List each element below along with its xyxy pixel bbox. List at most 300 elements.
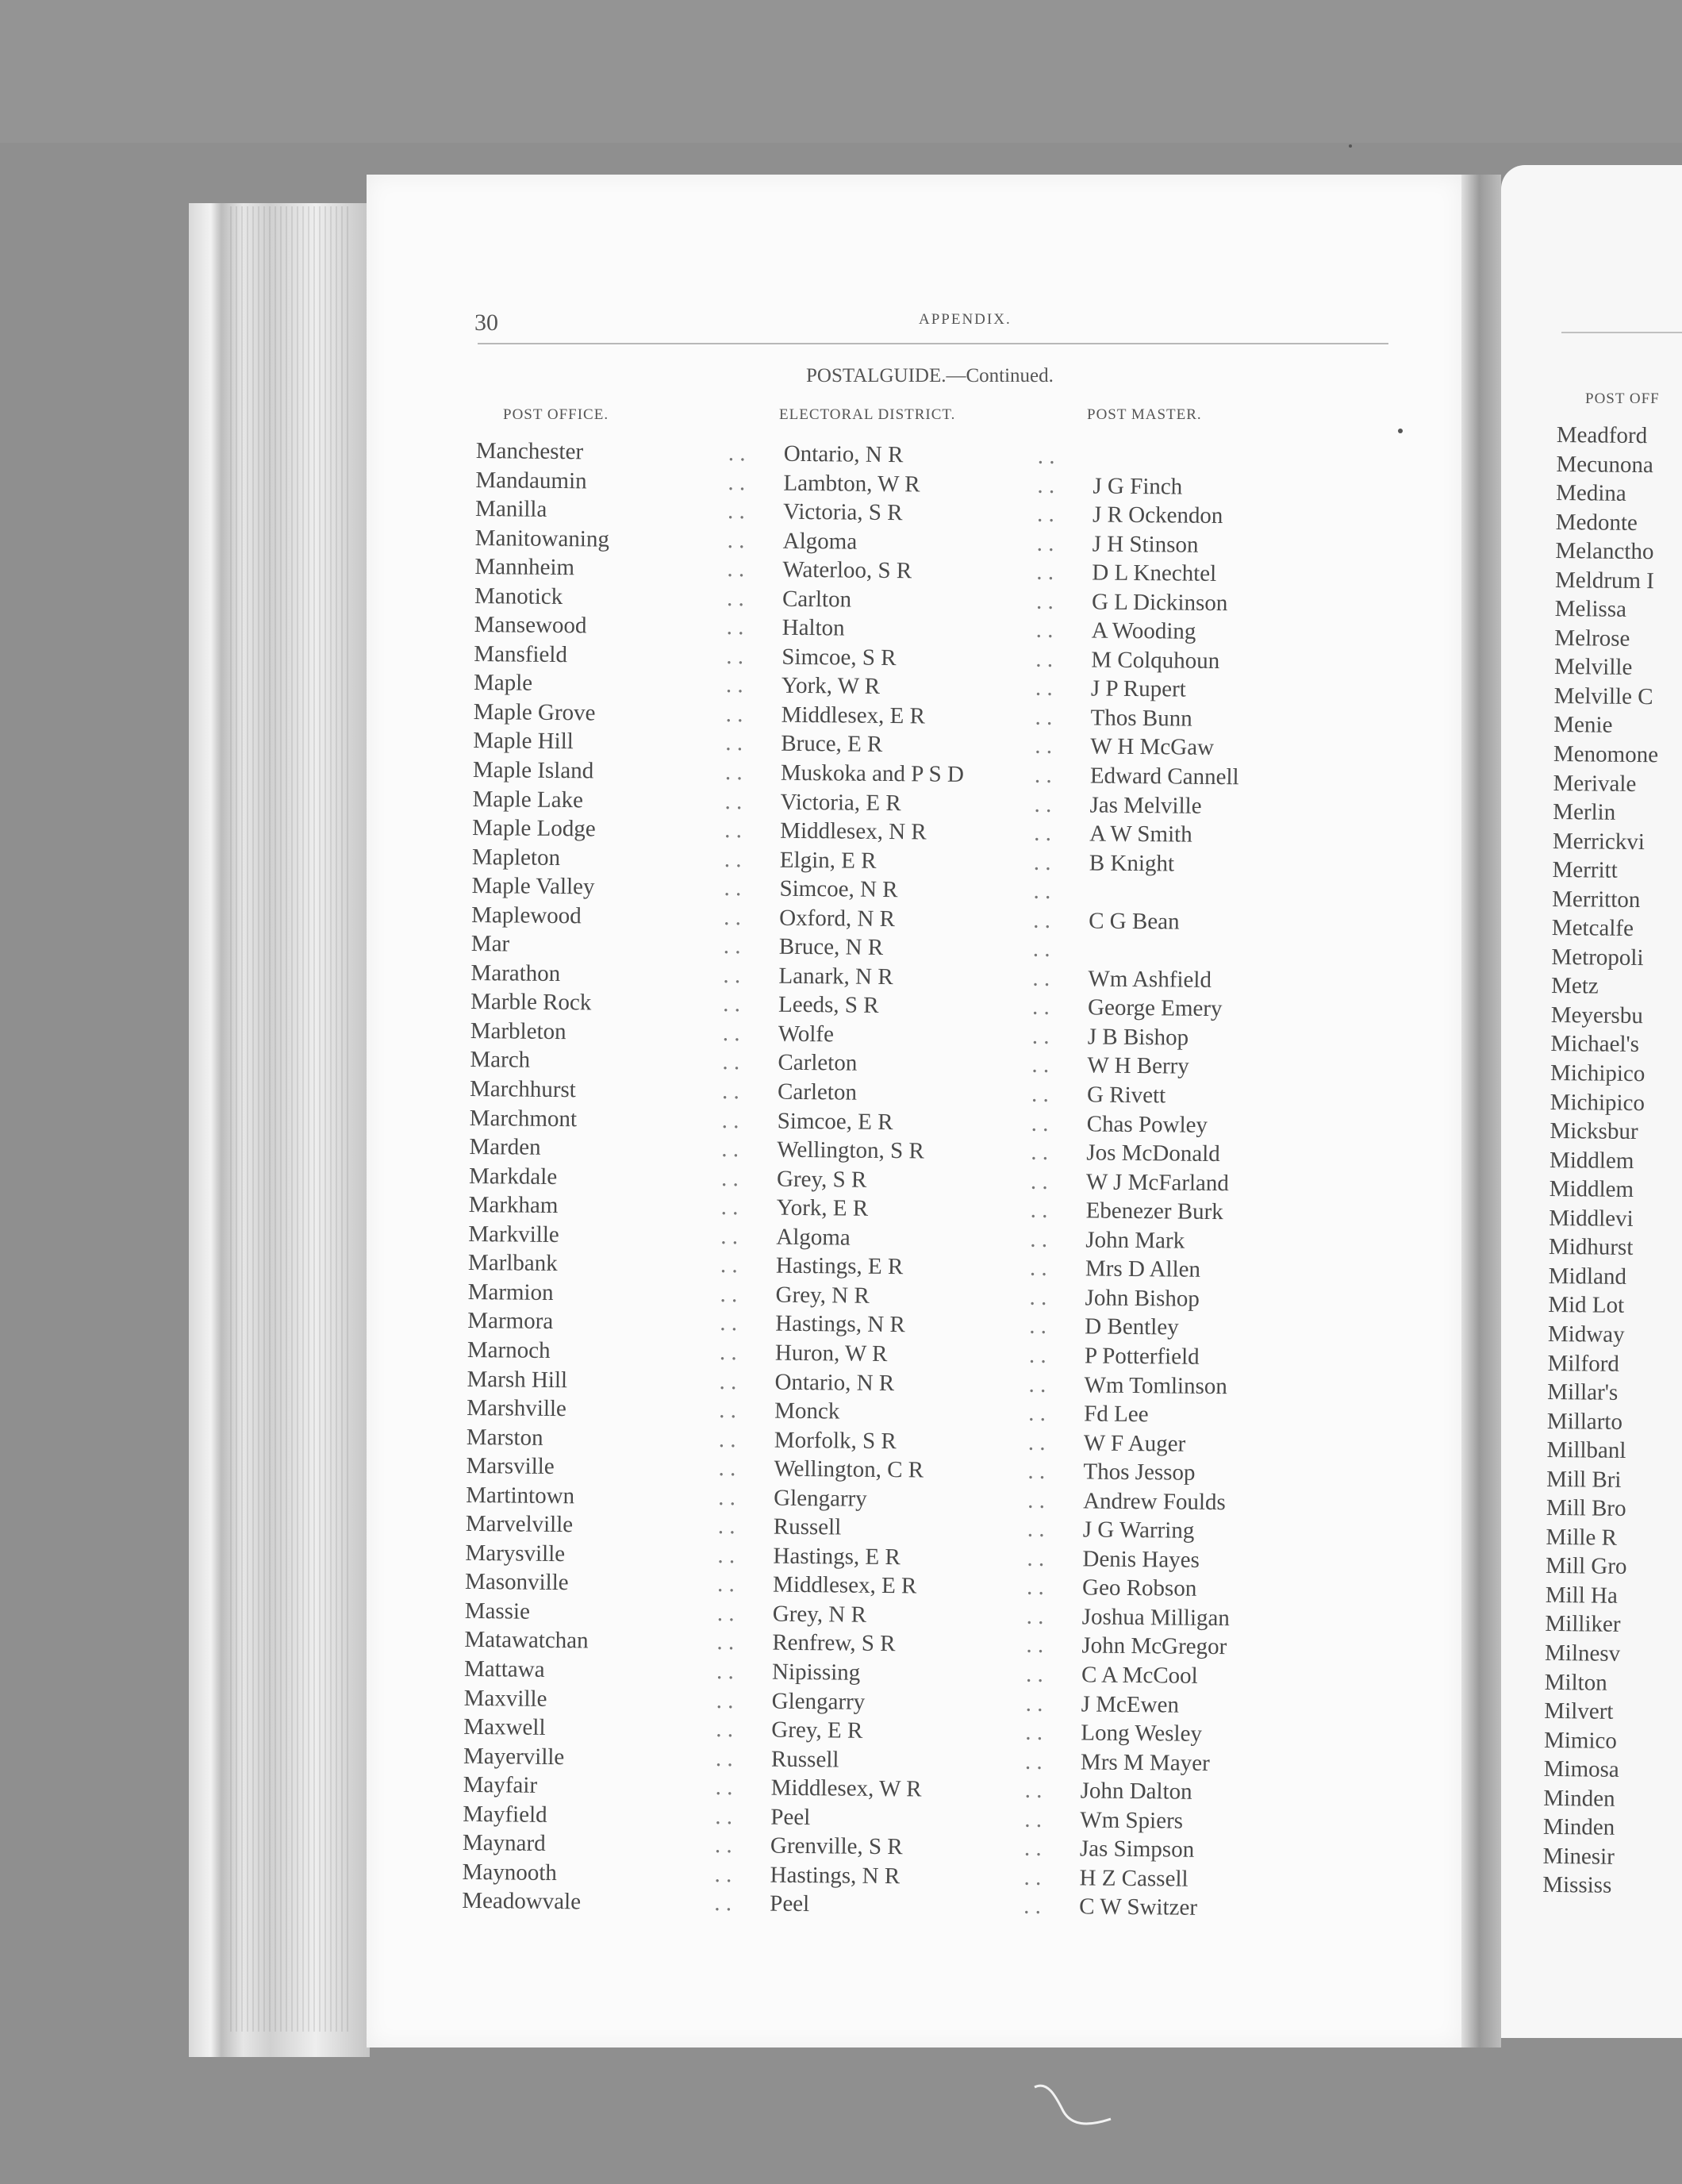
- leader-dots: . .: [1035, 733, 1053, 759]
- leader-dots: . .: [1030, 1197, 1048, 1224]
- right-page-entry: Milnesv: [1544, 1640, 1621, 1667]
- electoral-district: Algoma: [782, 528, 858, 555]
- right-page-entry: Minden: [1542, 1814, 1615, 1841]
- electoral-district: Monck: [774, 1398, 840, 1425]
- post-master-name: Wm Spiers: [1080, 1807, 1184, 1834]
- post-office-name: Marlbank: [467, 1250, 558, 1277]
- electoral-district: Middlesex, W R: [770, 1774, 922, 1802]
- leader-dots: . .: [722, 1049, 740, 1075]
- leader-dots: . .: [1026, 1632, 1044, 1659]
- leader-dots: . .: [1025, 1690, 1043, 1717]
- post-office-name: Martintown: [466, 1482, 575, 1509]
- electoral-district: Grey, N R: [772, 1601, 867, 1628]
- leader-dots: . .: [1027, 1429, 1046, 1455]
- leader-dots: . .: [720, 1281, 738, 1308]
- electoral-district: Ontario, N R: [783, 440, 904, 468]
- leader-dots: . .: [723, 933, 741, 959]
- leader-dots: . .: [1034, 820, 1052, 847]
- paper-speck: [1349, 144, 1352, 148]
- right-page-entry: Millar's: [1547, 1378, 1619, 1405]
- post-office-name: Marchmont: [469, 1105, 578, 1132]
- post-master-name: Denis Hayes: [1082, 1546, 1200, 1573]
- leader-dots: . .: [716, 1571, 735, 1598]
- post-office-name: Maplewood: [471, 902, 582, 929]
- post-office-name: Manchester: [475, 437, 584, 465]
- electoral-district: Halton: [781, 614, 845, 641]
- leader-dots: . .: [715, 1774, 733, 1801]
- leader-dots: . .: [1032, 936, 1050, 963]
- post-master-name: J R Ockendon: [1092, 502, 1223, 529]
- post-master-name: D L Knechtel: [1092, 559, 1217, 587]
- post-master-name: J G Finch: [1093, 473, 1183, 500]
- post-office-name: Marsville: [466, 1453, 555, 1480]
- leader-dots: . .: [727, 498, 746, 525]
- post-office-name: Mansewood: [474, 612, 587, 639]
- right-page-entry: Melville: [1553, 654, 1633, 681]
- leader-dots: . .: [718, 1484, 736, 1510]
- post-office-name: Maynooth: [462, 1859, 558, 1886]
- right-page-entry: Meldrum I: [1554, 567, 1655, 594]
- right-page-entry: Midway: [1547, 1321, 1625, 1348]
- leader-dots: . .: [721, 1107, 739, 1133]
- right-page-entry: Middlevi: [1549, 1205, 1634, 1232]
- electoral-district: Peel: [770, 1804, 811, 1830]
- right-column-header: POST OFF: [1585, 390, 1660, 407]
- right-page-entry: Meyersbu: [1550, 1002, 1643, 1029]
- right-page-entry: Merrickvi: [1552, 828, 1646, 855]
- leader-dots: . .: [722, 991, 741, 1017]
- electoral-district: York, W R: [781, 673, 881, 700]
- column-header-electoral-district: ELECTORAL DISTRICT.: [779, 406, 956, 423]
- electoral-district: Grey, S R: [776, 1166, 867, 1193]
- right-page-entry: Menomone: [1553, 740, 1659, 768]
- post-master-name: G Rivett: [1086, 1082, 1166, 1109]
- leader-dots: . .: [1033, 878, 1051, 905]
- electoral-district: Victoria, S R: [782, 498, 903, 526]
- post-master-name: P Potterfield: [1084, 1343, 1200, 1370]
- leader-dots: . .: [719, 1368, 737, 1394]
- electoral-district: Grey, E R: [771, 1717, 863, 1744]
- post-master-name: Wm Ashfield: [1088, 966, 1212, 993]
- post-office-name: Marchhurst: [469, 1075, 576, 1103]
- right-page-entry: Merivale: [1553, 770, 1637, 797]
- right-page-entry: Middlem: [1549, 1147, 1634, 1174]
- right-page-entry: Milton: [1544, 1669, 1607, 1696]
- right-page-entry: Milliker: [1545, 1611, 1621, 1638]
- electoral-district: Russell: [770, 1746, 839, 1773]
- leader-dots: . .: [1036, 501, 1054, 528]
- leader-dots: . .: [1026, 1575, 1045, 1601]
- post-office-name: Marvelville: [465, 1511, 574, 1538]
- post-office-name: Marden: [469, 1134, 541, 1160]
- right-page-entry: Metcalfe: [1551, 915, 1634, 942]
- post-master-name: Jas Simpson: [1079, 1836, 1195, 1863]
- right-page-entry: Mecunona: [1556, 451, 1654, 478]
- electoral-district: Algoma: [776, 1224, 851, 1251]
- right-page-entry: Mimico: [1543, 1727, 1618, 1754]
- leader-dots: . .: [721, 1079, 739, 1105]
- electoral-district: Hastings, E R: [775, 1252, 904, 1280]
- leader-dots: . .: [1023, 1864, 1042, 1890]
- leader-dots: . .: [721, 1136, 739, 1163]
- post-master-name: Wm Tomlinson: [1084, 1371, 1228, 1399]
- post-master-name: Thos Bunn: [1090, 705, 1192, 732]
- leader-dots: . .: [727, 527, 745, 553]
- leader-dots: . .: [726, 614, 744, 640]
- post-master-name: Jos McDonald: [1086, 1140, 1220, 1167]
- electoral-district: Hastings, N R: [775, 1311, 905, 1338]
- post-master-name: Geo Robson: [1081, 1575, 1197, 1602]
- leader-dots: . .: [724, 875, 742, 902]
- right-page-entry: Mill Bro: [1546, 1495, 1626, 1522]
- post-master-name: Fd Lee: [1084, 1401, 1149, 1428]
- leader-dots: . .: [714, 1861, 732, 1887]
- post-office-name: Mar: [470, 931, 510, 957]
- post-office-name: Mannheim: [474, 554, 575, 581]
- electoral-district: Nipissing: [771, 1659, 861, 1686]
- right-page-entry: Minden: [1543, 1785, 1615, 1812]
- leader-dots: . .: [1031, 1139, 1049, 1166]
- right-page-entry: Merritton: [1552, 886, 1641, 913]
- post-master-name: M Colquhoun: [1091, 647, 1220, 674]
- leader-dots: . .: [1029, 1284, 1047, 1310]
- right-page-entry: Michipico: [1550, 1089, 1646, 1116]
- right-page-entry: Merritt: [1552, 857, 1618, 883]
- right-page-entry: Millbanl: [1546, 1437, 1626, 1464]
- post-office-name: Marathon: [470, 959, 561, 986]
- right-page-entry: Mill Gro: [1545, 1553, 1627, 1580]
- post-office-name: Maynard: [462, 1830, 546, 1857]
- leader-dots: . .: [1034, 791, 1052, 817]
- electoral-district: Elgin, E R: [779, 847, 877, 874]
- leader-dots: . .: [1028, 1400, 1046, 1426]
- leader-dots: . .: [1025, 1719, 1043, 1745]
- post-master-name: J B Bishop: [1087, 1024, 1189, 1051]
- right-page-entry: Mississ: [1542, 1872, 1612, 1899]
- electoral-district: Simcoe, E R: [777, 1108, 893, 1135]
- column-header-post-master: POST MASTER.: [1087, 406, 1202, 423]
- right-page-entry: Medina: [1555, 480, 1626, 506]
- leader-dots: . .: [714, 1832, 732, 1859]
- leader-dots: . .: [1029, 1313, 1047, 1340]
- right-page-entry: Metz: [1551, 973, 1599, 999]
- post-master-name: J P Rupert: [1090, 675, 1186, 702]
- leader-dots: . .: [725, 730, 743, 756]
- leader-dots: . .: [1037, 472, 1055, 498]
- electoral-district: Middlesex, E R: [772, 1571, 917, 1599]
- post-master-name: John McGregor: [1081, 1632, 1227, 1660]
- leader-dots: . .: [715, 1745, 733, 1771]
- post-master-name: C A McCool: [1081, 1662, 1198, 1689]
- leader-dots: . .: [728, 469, 746, 495]
- leader-dots: . .: [720, 1165, 739, 1191]
- electoral-district: Grenville, S R: [770, 1832, 903, 1860]
- post-master-name: Edward Cannell: [1089, 763, 1239, 790]
- leader-dots: . .: [724, 846, 742, 872]
- leader-dots: . .: [1027, 1487, 1046, 1513]
- leader-dots: . .: [720, 1223, 739, 1249]
- electoral-district: Victoria, E R: [780, 789, 901, 816]
- column-header-post-office: POST OFFICE.: [503, 406, 609, 423]
- right-page-entry: Midhurst: [1548, 1234, 1634, 1261]
- electoral-district: Simcoe, S R: [781, 644, 897, 671]
- electoral-district: Wellington, S R: [777, 1136, 924, 1164]
- leader-dots: . .: [1036, 559, 1054, 586]
- leader-dots: . .: [1033, 849, 1051, 875]
- post-office-name: Markdale: [468, 1163, 558, 1190]
- leader-dots: . .: [727, 556, 745, 583]
- leader-dots: . .: [716, 1600, 735, 1627]
- post-office-name: Maple Island: [472, 756, 594, 784]
- leader-dots: . .: [716, 1717, 734, 1743]
- leader-dots: . .: [1024, 1806, 1043, 1832]
- leader-dots: . .: [1030, 1168, 1048, 1194]
- post-master-name: J H Stinson: [1092, 531, 1199, 558]
- right-page-entry: Mille R: [1546, 1524, 1618, 1551]
- leader-dots: . .: [1036, 530, 1054, 556]
- post-master-name: Thos Jessop: [1083, 1459, 1196, 1486]
- post-office-name: Meadowvale: [462, 1888, 582, 1915]
- post-office-name: Massie: [464, 1598, 531, 1625]
- electoral-district: Bruce, E R: [781, 731, 883, 758]
- electoral-district: Wolfe: [778, 1021, 835, 1048]
- leader-dots: . .: [726, 643, 744, 670]
- electoral-district: Huron, W R: [774, 1340, 888, 1367]
- post-master-name: Ebenezer Burk: [1085, 1198, 1223, 1225]
- leader-dots: . .: [716, 1629, 735, 1655]
- running-head: APPENDIX.: [919, 311, 1012, 328]
- post-office-name: Mayerville: [463, 1743, 565, 1770]
- leader-dots: . .: [714, 1890, 732, 1917]
- page-number: 30: [474, 310, 498, 336]
- electoral-district: Middlesex, N R: [780, 817, 927, 845]
- post-master-name: J G Warring: [1082, 1517, 1195, 1544]
- post-office-name: Marshville: [467, 1394, 567, 1422]
- post-office-name: Maple: [473, 670, 533, 697]
- leader-dots: . .: [1032, 965, 1050, 991]
- right-page-entry: Melanctho: [1555, 538, 1654, 565]
- right-page-entry: Midland: [1548, 1263, 1627, 1290]
- leader-dots: . .: [1028, 1342, 1046, 1368]
- post-office-name: Maple Lake: [472, 786, 584, 813]
- electoral-district: Bruce, N R: [778, 933, 884, 961]
- post-master-name: G L Dickinson: [1091, 589, 1228, 616]
- post-office-name: Mapleton: [471, 844, 561, 871]
- leader-dots: . .: [1033, 907, 1051, 933]
- leader-dots: . .: [725, 672, 743, 698]
- leader-dots: . .: [717, 1513, 735, 1540]
- dust-fiber: [1031, 2079, 1142, 2143]
- post-office-name: Maxville: [463, 1685, 547, 1712]
- post-master-name: W H McGaw: [1090, 733, 1215, 761]
- post-master-name: W F Auger: [1083, 1430, 1186, 1457]
- electoral-district: Carlton: [781, 586, 852, 613]
- leader-dots: . .: [1027, 1545, 1045, 1571]
- electoral-district: Renfrew, S R: [772, 1630, 896, 1657]
- electoral-district: Hastings, E R: [773, 1543, 901, 1570]
- right-page-list: [1542, 421, 1682, 1901]
- leader-dots: . .: [716, 1658, 734, 1685]
- backdrop: [0, 0, 1682, 143]
- post-master-name: John Mark: [1085, 1227, 1185, 1254]
- post-office-name: Marble Rock: [470, 989, 592, 1016]
- leader-dots: . .: [1035, 675, 1053, 702]
- leader-dots: . .: [1023, 1894, 1042, 1920]
- post-office-name: Manotick: [474, 583, 563, 609]
- leader-dots: . .: [718, 1455, 736, 1482]
- post-master-name: W J McFarland: [1085, 1169, 1230, 1196]
- post-office-name: Manitowaning: [474, 525, 610, 552]
- leader-dots: . .: [725, 701, 743, 728]
- leader-dots: . .: [723, 962, 741, 989]
- electoral-district: Leeds, S R: [778, 992, 879, 1019]
- electoral-district: Wellington, C R: [774, 1455, 924, 1483]
- right-page-entry: Mid Lot: [1548, 1292, 1625, 1319]
- leader-dots: . .: [1037, 443, 1055, 470]
- post-office-name: Marbleton: [470, 1017, 566, 1045]
- leader-dots: . .: [724, 759, 743, 786]
- post-master-name: A Wooding: [1091, 617, 1196, 645]
- electoral-district: Glengarry: [771, 1688, 866, 1715]
- right-page-entry: Menie: [1553, 712, 1613, 739]
- post-office-name: Mattawa: [463, 1655, 545, 1682]
- post-master-name: Mrs M Mayer: [1080, 1749, 1210, 1776]
- leader-dots: . .: [728, 440, 746, 467]
- electoral-district: Muskoka and P S D: [780, 759, 965, 787]
- post-office-name: Mansfield: [474, 640, 568, 667]
- post-master-name: C W Switzer: [1079, 1894, 1198, 1921]
- right-page-entry: Metropoli: [1551, 944, 1644, 971]
- post-master-name: Chas Powley: [1086, 1111, 1208, 1138]
- electoral-district: Hastings, N R: [770, 1862, 901, 1890]
- post-office-name: Mayfair: [463, 1772, 538, 1798]
- post-office-name: Maple Grove: [473, 698, 596, 726]
- right-page-entry: Merlin: [1553, 799, 1616, 825]
- electoral-district: Peel: [770, 1890, 810, 1917]
- post-office-name: March: [470, 1047, 531, 1074]
- leader-dots: . .: [1025, 1661, 1043, 1687]
- post-master-name: George Emery: [1087, 994, 1223, 1022]
- electoral-district: Russell: [773, 1513, 842, 1540]
- leader-dots: . .: [1024, 1748, 1043, 1774]
- electoral-district: Morfolk, S R: [774, 1427, 897, 1454]
- leader-dots: . .: [1027, 1458, 1046, 1485]
- post-office-name: Maxwell: [463, 1713, 546, 1740]
- right-page-entry: Melissa: [1554, 596, 1627, 623]
- electoral-district: Waterloo, S R: [782, 556, 912, 584]
- leader-dots: . .: [1031, 1052, 1050, 1079]
- post-master-name: B Knight: [1089, 850, 1175, 877]
- post-master-name: C G Bean: [1089, 908, 1180, 935]
- electoral-district: Middlesex, E R: [781, 702, 926, 729]
- post-office-name: Masonville: [464, 1569, 569, 1596]
- post-master-name: A W Smith: [1089, 821, 1192, 848]
- section-title: POSTALGUIDE.—Continued.: [806, 365, 1054, 386]
- paper-speck: [1398, 429, 1403, 433]
- post-office-name: Markville: [468, 1221, 559, 1248]
- leader-dots: . .: [724, 817, 743, 844]
- right-page-entry: Minesir: [1542, 1843, 1615, 1870]
- leader-dots: . .: [1035, 617, 1054, 644]
- leader-dots: . .: [1031, 994, 1050, 1021]
- book-gutter: [1461, 175, 1501, 2048]
- leader-dots: . .: [1031, 1023, 1050, 1049]
- post-office-name: Marmora: [467, 1308, 554, 1335]
- right-page-rule: [1561, 332, 1682, 333]
- leader-dots: . .: [1035, 588, 1054, 614]
- right-page-entry: Michipico: [1550, 1059, 1646, 1087]
- page-edge-lines: [230, 206, 349, 2032]
- post-office-name: Maple Lodge: [472, 815, 596, 842]
- post-office-name: Marsh Hill: [467, 1366, 568, 1393]
- header-rule: [478, 343, 1388, 344]
- post-office-name: Manilla: [474, 496, 547, 522]
- electoral-district: Simcoe, N R: [779, 875, 898, 903]
- leader-dots: . .: [722, 1020, 740, 1047]
- post-master-name: Andrew Foulds: [1083, 1488, 1226, 1515]
- right-page-entry: Milvert: [1544, 1698, 1614, 1725]
- right-page-entry: Mill Ha: [1545, 1582, 1618, 1609]
- leader-dots: . .: [1024, 1777, 1043, 1804]
- right-page-entry: Melrose: [1554, 625, 1630, 652]
- leader-dots: . .: [726, 585, 744, 611]
- leader-dots: . .: [1031, 1110, 1049, 1136]
- leader-dots: . .: [1031, 1081, 1049, 1107]
- post-office-name: Matawatchan: [464, 1627, 589, 1654]
- leader-dots: . .: [724, 904, 742, 930]
- right-page-entry: Milford: [1547, 1350, 1619, 1377]
- post-office-name: Marston: [466, 1424, 543, 1451]
- right-page-entry: Mill Bri: [1546, 1466, 1622, 1493]
- right-page-entry: Michael's: [1550, 1031, 1640, 1058]
- post-office-name: Mayfield: [463, 1801, 547, 1828]
- electoral-district: Ontario, N R: [774, 1369, 895, 1396]
- right-page-entry: Medonte: [1555, 509, 1638, 536]
- leader-dots: . .: [1026, 1603, 1044, 1629]
- leader-dots: . .: [719, 1339, 737, 1366]
- electoral-district: Grey, N R: [775, 1282, 870, 1309]
- leader-dots: . .: [724, 788, 743, 814]
- leader-dots: . .: [719, 1398, 737, 1424]
- electoral-district: Carleton: [777, 1079, 858, 1105]
- leader-dots: . .: [720, 1194, 739, 1221]
- post-office-name: Markham: [468, 1192, 559, 1219]
- electoral-district: Oxford, N R: [779, 905, 896, 932]
- post-office-name: Marmion: [467, 1278, 554, 1305]
- right-page-entry: Melville C: [1553, 682, 1653, 710]
- leader-dots: . .: [717, 1542, 735, 1568]
- electoral-district: Glengarry: [774, 1485, 867, 1512]
- electoral-district: York, E R: [776, 1194, 869, 1222]
- post-master-name: John Bishop: [1085, 1285, 1200, 1312]
- leader-dots: . .: [1035, 704, 1053, 730]
- electoral-district: Lambton, W R: [783, 470, 920, 497]
- post-office-name: Maple Valley: [471, 873, 595, 900]
- leader-dots: . .: [715, 1803, 733, 1829]
- post-master-name: Joshua Milligan: [1081, 1604, 1230, 1632]
- leader-dots: . .: [720, 1252, 738, 1278]
- post-office-name: Mandaumin: [475, 467, 587, 494]
- right-page-entry: Millarto: [1546, 1408, 1623, 1435]
- post-master-name: J McEwen: [1081, 1690, 1180, 1718]
- post-master-name: Long Wesley: [1081, 1720, 1203, 1747]
- post-master-name: W H Berry: [1087, 1052, 1189, 1080]
- postal-guide-list: [462, 436, 1428, 1924]
- leader-dots: . .: [1027, 1516, 1045, 1543]
- post-office-name: Maple Hill: [473, 728, 574, 755]
- leader-dots: . .: [1030, 1226, 1048, 1252]
- leader-dots: . .: [1035, 646, 1054, 672]
